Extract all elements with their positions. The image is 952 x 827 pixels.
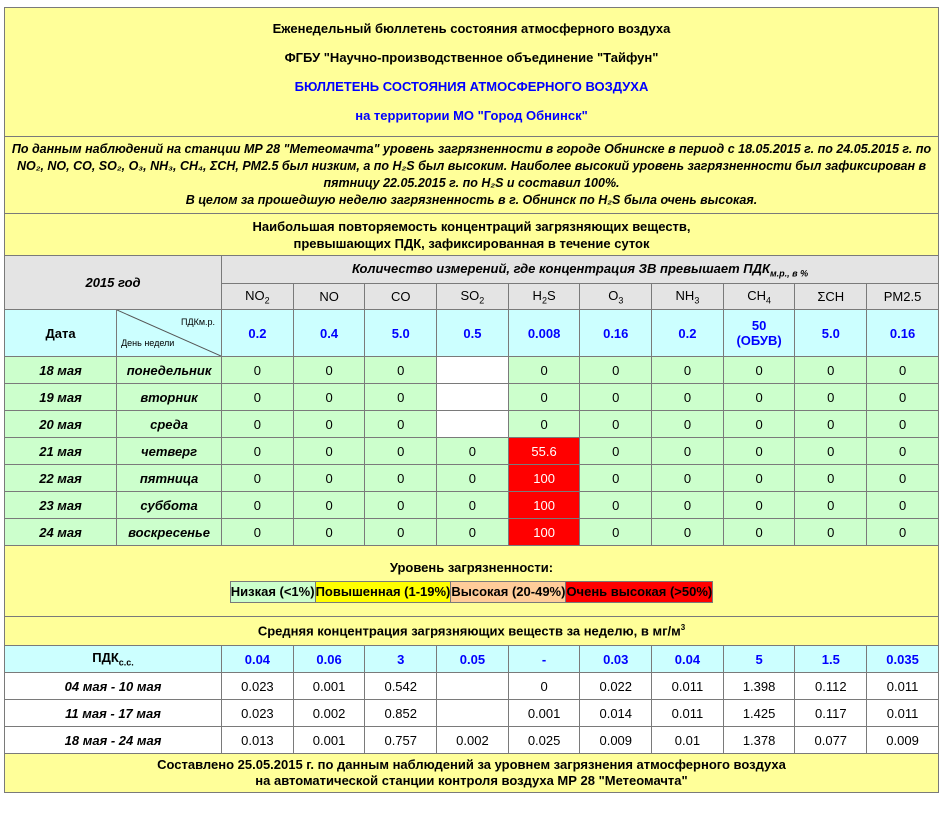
summary-paragraph-2: В целом за прошедшую неделю загрязненность в г. Обнинск по H₂S была очень высокая.	[185, 193, 758, 207]
row-date: 19 мая	[5, 384, 117, 411]
pdk-mr-value	[723, 310, 795, 357]
row-weekday: вторник	[117, 384, 222, 411]
pollutant-base: NO	[245, 287, 265, 303]
daily-value: 0	[293, 465, 365, 492]
pdk-ss-value: 0.06	[293, 646, 365, 673]
pollutant-header-3	[437, 284, 509, 310]
pdk-ss-value: 1.5	[795, 646, 867, 673]
daily-value: 0	[652, 384, 724, 411]
pdk-mr-value: 0.16	[580, 310, 652, 357]
daily-value: 0	[222, 465, 294, 492]
pdk-ss-value: 0.05	[437, 646, 509, 673]
daily-value: 0	[652, 492, 724, 519]
row-date: 18 мая	[5, 357, 117, 384]
header-line1: Еженедельный бюллетень состояния атмосферного воздуха	[272, 21, 671, 36]
pdk-mr-value: 5.0	[365, 310, 437, 357]
pdk-ch4-line2: (ОБУВ)	[736, 333, 782, 348]
pdk-ss-value: 5	[723, 646, 795, 673]
pdk-ss-value: 0.03	[580, 646, 652, 673]
header-line3: БЮЛЛЕТЕНЬ СОСТОЯНИЯ АТМОСФЕРНОГО ВОЗДУХА	[294, 79, 649, 94]
weekly-period: 04 мая - 10 мая	[5, 673, 222, 700]
daily-row	[5, 357, 939, 384]
daily-value: 0	[222, 438, 294, 465]
row-date: 22 мая	[5, 465, 117, 492]
daily-value: 0	[293, 438, 365, 465]
daily-value: 0	[580, 384, 652, 411]
weekly-value: 0.117	[795, 700, 867, 727]
daily-value: 0	[867, 384, 939, 411]
pollutant-header-1	[293, 284, 365, 310]
pollutant-sub: 2	[264, 295, 270, 306]
daily-value: 0	[222, 357, 294, 384]
section1-title-line1: Наибольшая повторяемость концентраций загрязняющих веществ,	[252, 218, 691, 234]
pollutant-sub: 3	[694, 295, 700, 306]
summary-text	[5, 137, 939, 214]
legend-item: Низкая (<1%)	[230, 581, 315, 602]
daily-value: 0	[723, 357, 795, 384]
pollutant-base: NO	[319, 289, 339, 304]
daily-value: 0	[867, 465, 939, 492]
daily-row	[5, 492, 939, 519]
daily-value: 100	[508, 492, 580, 519]
daily-value: 0	[580, 492, 652, 519]
year-label: 2015 год	[5, 256, 222, 310]
section2-title-sup: 3	[680, 623, 686, 633]
pdk-mr-value: 0.16	[867, 310, 939, 357]
row-weekday: воскресенье	[117, 519, 222, 546]
weekly-value: 0.757	[365, 727, 437, 754]
weekly-row	[5, 673, 939, 700]
daily-value: 0	[652, 465, 724, 492]
weekly-value: 0.014	[580, 700, 652, 727]
pdk-ss-label-text: ПДК	[92, 650, 119, 666]
legend-table	[230, 581, 714, 603]
row-date: 20 мая	[5, 411, 117, 438]
pollutant-sub: 2	[541, 295, 547, 306]
footer-line1: Составлено 25.05.2015 г. по данным наблюдений за уровнем загрязнения атмосферного воздуха	[157, 757, 786, 772]
footer-line2: на автоматической станции контроля воздуха МР 28 "Метеомачта"	[255, 773, 688, 788]
daily-value: 0	[365, 384, 437, 411]
pollutant-base: ΣCH	[817, 289, 845, 304]
daily-value: 0	[580, 438, 652, 465]
legend-item: Высокая (20-49%)	[451, 581, 566, 602]
daily-value: 0	[437, 492, 509, 519]
daily-value: 0	[365, 519, 437, 546]
daily-value: 0	[222, 492, 294, 519]
row-date: 24 мая	[5, 519, 117, 546]
pdk-mr-value: 0.2	[222, 310, 294, 357]
daily-value: 0	[222, 384, 294, 411]
pdk-ss-value: 3	[365, 646, 437, 673]
bulletin	[4, 7, 939, 793]
daily-value: 0	[508, 411, 580, 438]
weekly-value: 0.112	[795, 673, 867, 700]
row-date: 23 мая	[5, 492, 117, 519]
weekly-value: 0.013	[222, 727, 294, 754]
diagonal-header-cell	[117, 310, 222, 357]
weekly-value: 0.011	[652, 673, 724, 700]
row-weekday: среда	[117, 411, 222, 438]
section1-title	[5, 214, 939, 256]
weekly-value: 0.025	[508, 727, 580, 754]
count-header-text: Количество измерений, где концентрация ЗВ превышает ПДК	[351, 260, 770, 276]
daily-value: 0	[723, 465, 795, 492]
weekly-value: 0.023	[222, 700, 294, 727]
weekly-value: 0.023	[222, 673, 294, 700]
daily-value: 0	[795, 465, 867, 492]
weekly-period: 11 мая - 17 мая	[5, 700, 222, 727]
daily-value: 0	[580, 357, 652, 384]
daily-value: 0	[867, 357, 939, 384]
pdk-mr-row	[5, 310, 939, 357]
pdk-mr-value: 0.2	[652, 310, 724, 357]
pdk-mr-value: 5.0	[795, 310, 867, 357]
pdk-ss-label	[5, 646, 222, 673]
weekly-value	[437, 700, 509, 727]
daily-value: 0	[580, 519, 652, 546]
count-header-sub: м.р., в %	[770, 268, 809, 279]
legend-title: Уровень загрязненности:	[389, 559, 554, 575]
pdk-mr-value: 0.5	[437, 310, 509, 357]
weekly-value: 0.009	[580, 727, 652, 754]
daily-row	[5, 411, 939, 438]
daily-value: 0	[508, 357, 580, 384]
pollutant-sub: 4	[765, 295, 771, 306]
daily-value: 0	[652, 438, 724, 465]
pollutant-base: O	[608, 287, 619, 303]
legend-item: Очень высокая (>50%)	[566, 581, 713, 602]
pollutant-sub: 2	[479, 295, 485, 306]
pdk-ss-row	[5, 646, 939, 673]
pollutant-sub: 3	[618, 295, 624, 306]
daily-value: 0	[365, 492, 437, 519]
pollutant-base: PM2.5	[883, 289, 922, 304]
daily-value: 0	[723, 438, 795, 465]
daily-value: 0	[365, 438, 437, 465]
daily-value: 0	[365, 411, 437, 438]
daily-value: 0	[293, 492, 365, 519]
diag-bottom-label: День недели	[121, 338, 175, 348]
weekly-value: 0	[508, 673, 580, 700]
pollutant-base: SO	[460, 287, 480, 303]
daily-value	[437, 384, 509, 411]
daily-value: 0	[437, 438, 509, 465]
weekly-value: 0.002	[437, 727, 509, 754]
summary-paragraph-1: По данным наблюдений на станции МР 28 "Метеомачта" уровень загрязненности в городе Обнинске в период с 18.05.2015 г. по 24.05.2015 г. по NO₂, NO, CO, SO₂, O₃, NH₃, CH₄, ΣCH, PM2.5 был низким, а по H₂S был высоким. Наиболее высокий уровень загрязненности был зафиксирован в пятницу 22.05.2015 г. по H₂S и составил 100%.	[11, 142, 932, 190]
daily-value: 0	[723, 519, 795, 546]
row-weekday: понедельник	[117, 357, 222, 384]
legend-section	[5, 546, 939, 617]
daily-value: 0	[652, 519, 724, 546]
daily-value: 0	[723, 411, 795, 438]
daily-value: 0	[580, 411, 652, 438]
pollutant-header-8	[795, 284, 867, 310]
daily-value: 0	[437, 519, 509, 546]
daily-value: 0	[795, 411, 867, 438]
pollutant-tail: S	[546, 287, 556, 303]
weekly-row	[5, 727, 939, 754]
row-weekday: четверг	[117, 438, 222, 465]
pollutant-base: CH	[747, 287, 766, 303]
pollutant-header-7	[723, 284, 795, 310]
daily-value: 0	[723, 384, 795, 411]
daily-value: 0	[867, 438, 939, 465]
section2-title-text: Средняя концентрация загрязняющих веществ за неделю, в мг/м	[257, 623, 681, 639]
pdk-ss-label-sub: с.с.	[118, 657, 134, 668]
daily-value: 0	[293, 384, 365, 411]
weekly-value: 0.001	[293, 727, 365, 754]
weekly-value: 0.022	[580, 673, 652, 700]
daily-value: 0	[293, 357, 365, 384]
bulletin-header	[5, 8, 939, 137]
weekly-value	[437, 673, 509, 700]
daily-value: 0	[867, 519, 939, 546]
daily-value: 0	[795, 519, 867, 546]
bulletin-table	[4, 7, 939, 793]
daily-value: 0	[867, 411, 939, 438]
daily-row	[5, 519, 939, 546]
daily-value: 0	[795, 438, 867, 465]
daily-value: 0	[508, 384, 580, 411]
daily-value: 0	[293, 519, 365, 546]
header-line4: на территории МО "Город Обнинск"	[355, 108, 588, 123]
daily-row	[5, 384, 939, 411]
pollutant-header-5	[580, 284, 652, 310]
weekly-value: 0.001	[508, 700, 580, 727]
legend-item: Повышенная (1-19%)	[315, 581, 451, 602]
weekly-value: 1.425	[723, 700, 795, 727]
weekly-value: 0.852	[365, 700, 437, 727]
daily-row	[5, 465, 939, 492]
daily-value: 0	[437, 465, 509, 492]
pollutant-base: H	[532, 287, 542, 303]
daily-value: 0	[652, 357, 724, 384]
daily-row	[5, 438, 939, 465]
daily-value: 0	[795, 492, 867, 519]
weekly-period: 18 мая - 24 мая	[5, 727, 222, 754]
diag-top-label: ПДКм.р.	[181, 317, 216, 327]
daily-value: 0	[867, 492, 939, 519]
footer	[5, 754, 939, 793]
daily-value: 0	[365, 465, 437, 492]
weekly-value: 0.01	[652, 727, 724, 754]
pollutant-header-6	[652, 284, 724, 310]
section1-title-line2: превышающих ПДК, зафиксированная в течение суток	[293, 235, 650, 251]
daily-value: 0	[222, 411, 294, 438]
weekly-value: 0.077	[795, 727, 867, 754]
row-weekday: пятница	[117, 465, 222, 492]
pdk-ss-value: -	[508, 646, 580, 673]
weekly-value: 0.011	[867, 673, 939, 700]
count-header	[222, 256, 939, 284]
pollutant-base: CO	[390, 289, 411, 304]
pdk-mr-value: 0.4	[293, 310, 365, 357]
weekly-value: 0.011	[652, 700, 724, 727]
daily-value: 0	[795, 384, 867, 411]
daily-value	[437, 411, 509, 438]
weekly-value: 0.001	[293, 673, 365, 700]
pollutant-header-9	[867, 284, 939, 310]
weekly-row	[5, 700, 939, 727]
pollutant-header-2	[365, 284, 437, 310]
section2-title	[5, 617, 939, 646]
pdk-ch4-line1: 50	[751, 318, 767, 333]
daily-value: 0	[652, 411, 724, 438]
daily-value: 0	[795, 357, 867, 384]
daily-value	[437, 357, 509, 384]
weekly-value: 0.542	[365, 673, 437, 700]
pdk-ss-value: 0.035	[867, 646, 939, 673]
header-line2: ФГБУ "Научно-производственное объединение "Тайфун"	[284, 50, 659, 65]
pdk-mr-value: 0.008	[508, 310, 580, 357]
pollutant-base: NH	[675, 287, 695, 303]
row-date: 21 мая	[5, 438, 117, 465]
weekly-value: 0.011	[867, 700, 939, 727]
daily-value: 0	[365, 357, 437, 384]
daily-value: 100	[508, 465, 580, 492]
row-weekday: суббота	[117, 492, 222, 519]
daily-value: 0	[222, 519, 294, 546]
daily-value: 100	[508, 519, 580, 546]
pollutant-header-0	[222, 284, 294, 310]
weekly-value: 0.002	[293, 700, 365, 727]
weekly-value: 1.378	[723, 727, 795, 754]
daily-value: 55.6	[508, 438, 580, 465]
pdk-ss-value: 0.04	[222, 646, 294, 673]
weekly-value: 0.009	[867, 727, 939, 754]
daily-value: 0	[723, 492, 795, 519]
pollutant-header-4	[508, 284, 580, 310]
daily-value: 0	[580, 465, 652, 492]
pdk-ss-value: 0.04	[652, 646, 724, 673]
daily-value: 0	[293, 411, 365, 438]
date-column-label: Дата	[5, 310, 117, 357]
weekly-value: 1.398	[723, 673, 795, 700]
